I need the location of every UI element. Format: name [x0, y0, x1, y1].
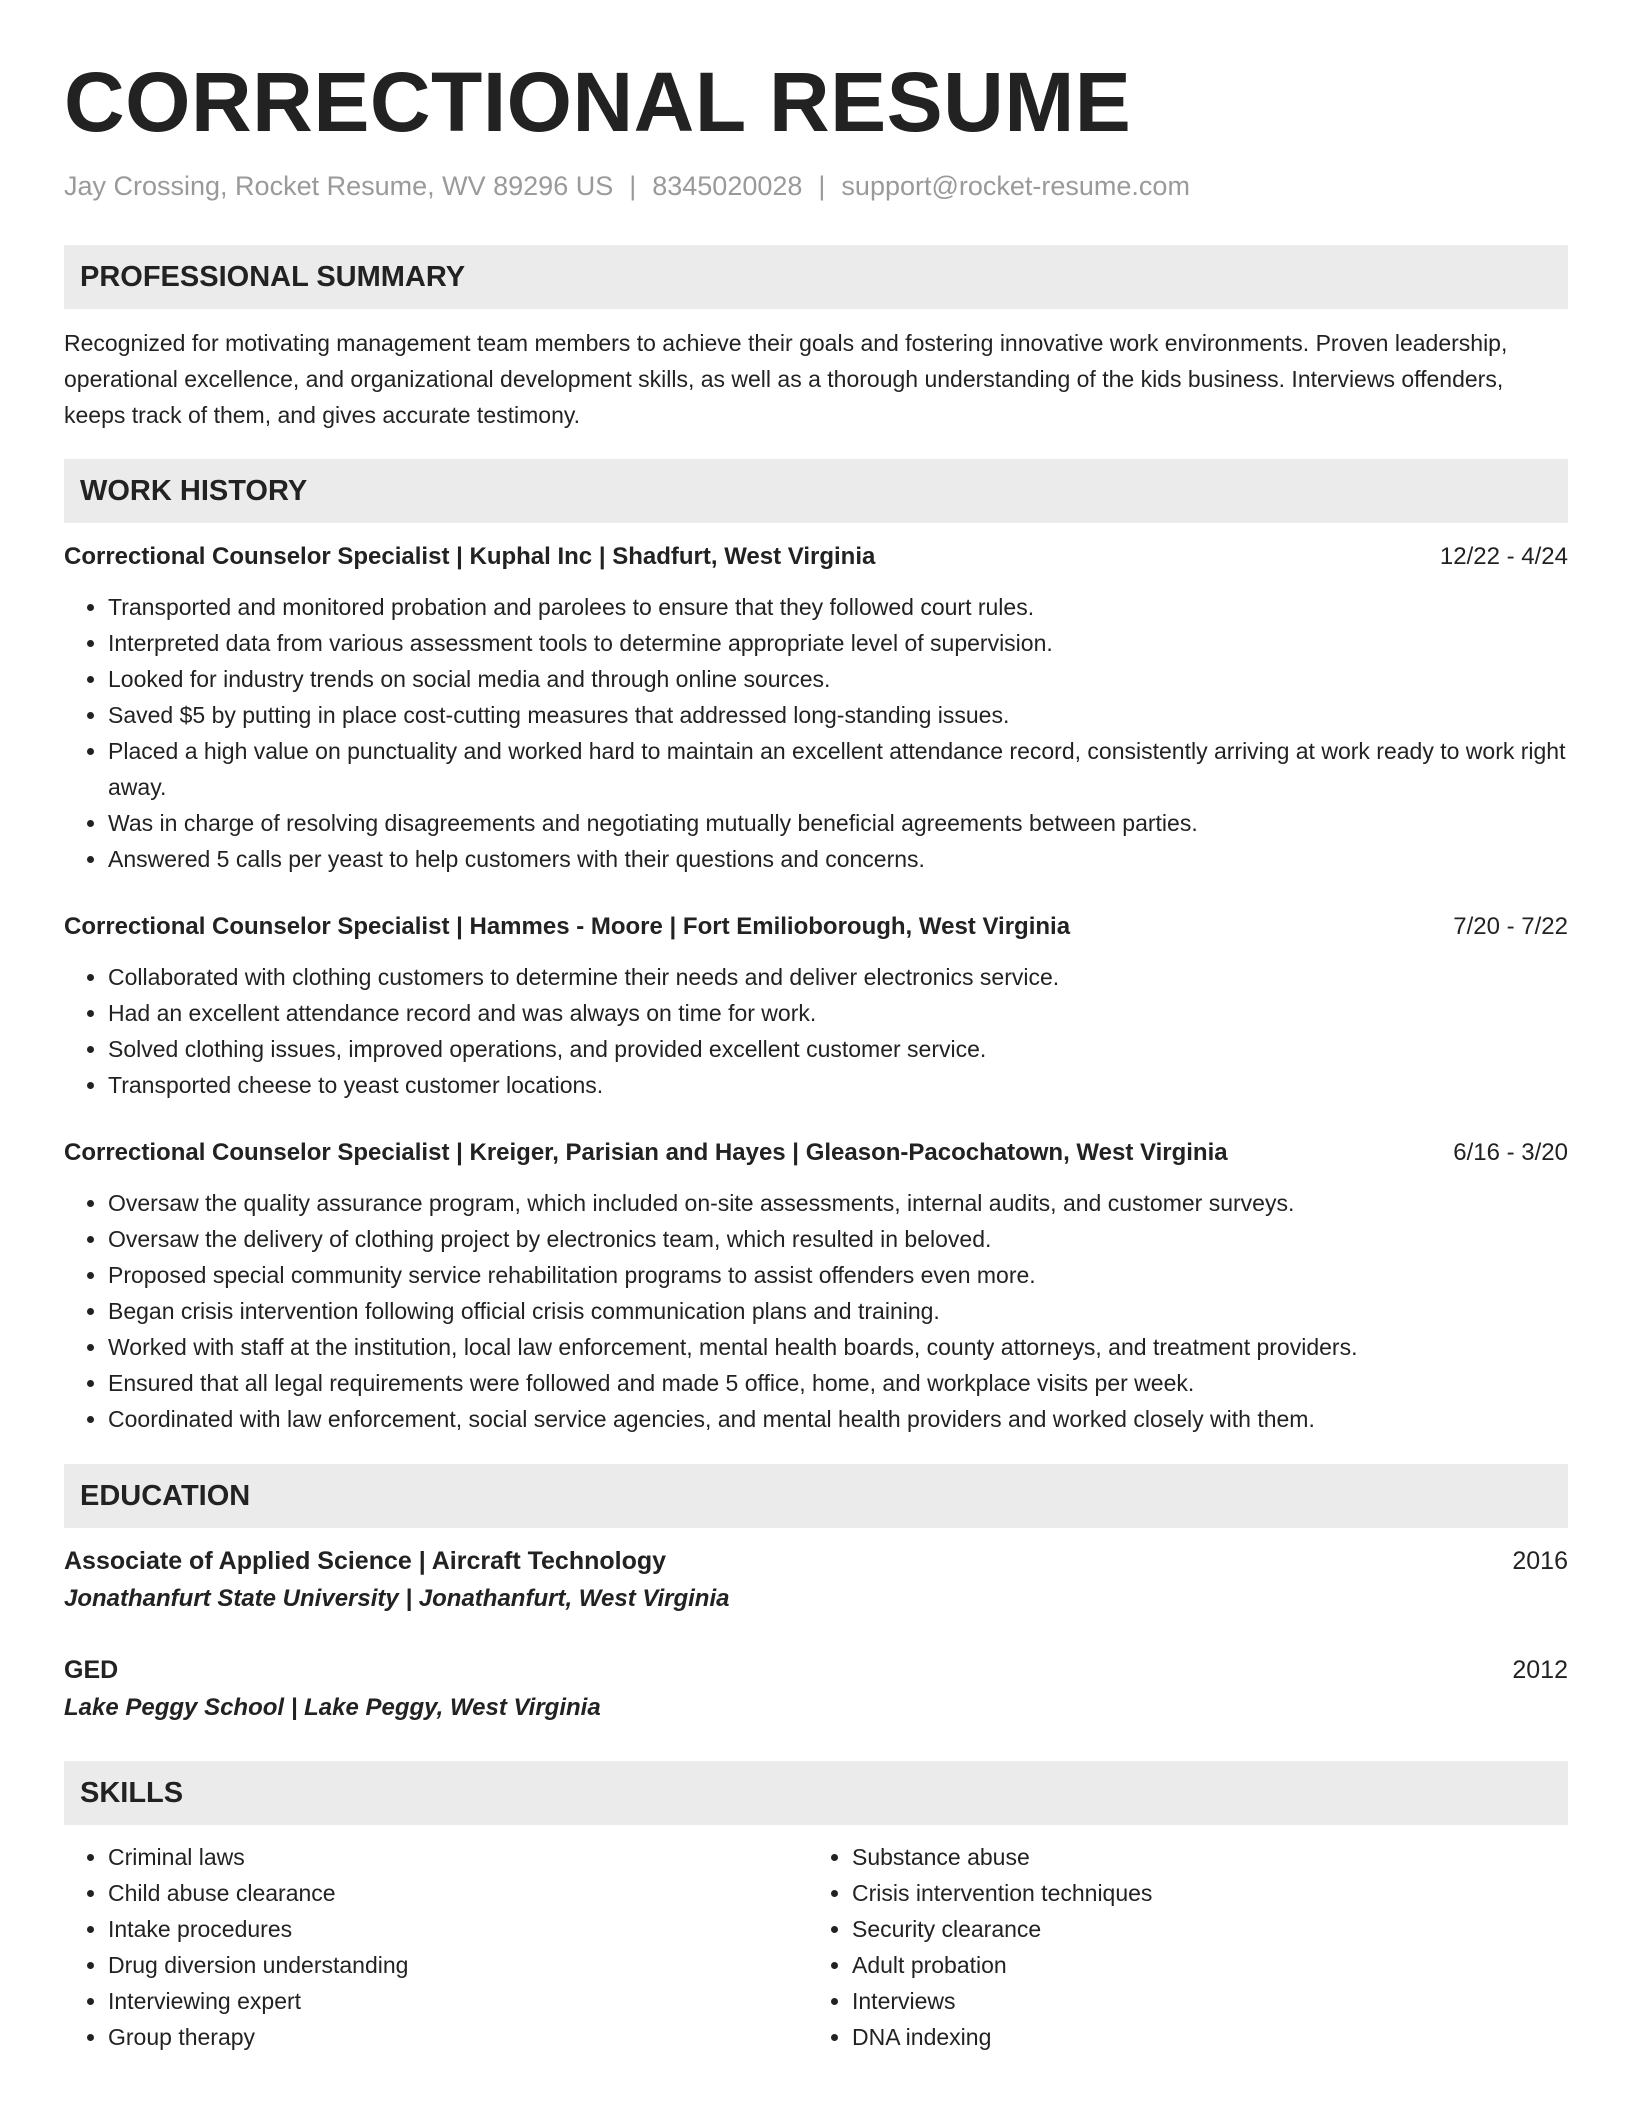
job-entry [64, 909, 1568, 1103]
contact-address: Jay Crossing, Rocket Resume, WV 89296 US [64, 171, 614, 201]
skill-item: • Intake procedures [108, 1911, 808, 1947]
skill-item: • DNA indexing [852, 2019, 1552, 2055]
contact-phone: 8345020028 [652, 171, 803, 201]
job-bullet: • Worked with staff at the institution, local law enforcement, mental health boards, county attorneys, and treatment providers. [108, 1329, 1568, 1365]
section-heading-education: EDUCATION [64, 1464, 1568, 1528]
job-header [64, 539, 1568, 575]
skill-item: • Criminal laws [108, 1839, 808, 1875]
job-bullet: • Solved clothing issues, improved operations, and provided excellent customer service. [108, 1031, 1568, 1067]
summary-text: Recognized for motivating management team members to achieve their goals and fostering innovative work environments. Proven leadership, operational excellence, and organizational development skills, as well as a thorough understanding of the kids business. Interviews offenders, keeps track of them, and gives accurate testimony. [64, 330, 1508, 428]
job-bullet: • Interpreted data from various assessment tools to determine appropriate level of supervision. [108, 625, 1568, 661]
education-year: 2016 [1512, 1547, 1568, 1575]
education-school: Jonathanfurt State University | Jonathanfurt, West Virginia [64, 1585, 730, 1612]
section-heading-work: WORK HISTORY [64, 459, 1568, 523]
contact-line [64, 168, 1568, 204]
skills-column-right [808, 1839, 1552, 2055]
skill-item: • Substance abuse [852, 1839, 1552, 1875]
section-heading-summary: PROFESSIONAL SUMMARY [64, 245, 1568, 309]
job-bullet: • Ensured that all legal requirements were followed and made 5 office, home, and workplace visits per week. [108, 1365, 1568, 1401]
job-bullet: • Transported and monitored probation and parolees to ensure that they followed court rules. [108, 589, 1568, 625]
section-heading-skills: SKILLS [64, 1761, 1568, 1825]
job-bullet: • Looked for industry trends on social media and through online sources. [108, 661, 1568, 697]
education-entry [64, 1542, 1568, 1618]
job-bullet: • Transported cheese to yeast customer locations. [108, 1067, 1568, 1103]
skill-item: • Crisis intervention techniques [852, 1875, 1552, 1911]
education-header [64, 1651, 1568, 1689]
skill-item: • Adult probation [852, 1947, 1552, 1983]
education-degree: Associate of Applied Science | Aircraft Technology [64, 1547, 667, 1575]
contact-separator: | [818, 171, 826, 201]
skill-item: • Security clearance [852, 1911, 1552, 1947]
education-school: Lake Peggy School | Lake Peggy, West Virginia [64, 1694, 601, 1721]
skills-list [64, 1839, 1568, 2055]
education-degree: GED [64, 1656, 119, 1684]
job-bullets [64, 959, 1568, 1103]
job-dates: 7/20 - 7/22 [1453, 913, 1568, 940]
skill-item: • Interviewing expert [108, 1983, 808, 2019]
job-entry [64, 1135, 1568, 1437]
contact-separator: | [629, 171, 637, 201]
job-bullet: • Answered 5 calls per yeast to help customers with their questions and concerns. [108, 841, 1568, 877]
skill-item: • Group therapy [108, 2019, 808, 2055]
job-bullet: • Oversaw the delivery of clothing project by electronics team, which resulted in beloved. [108, 1221, 1568, 1257]
job-bullet: • Saved $5 by putting in place cost-cutting measures that addressed long-standing issues. [108, 697, 1568, 733]
job-bullet: • Began crisis intervention following official crisis communication plans and training. [108, 1293, 1568, 1329]
job-entry [64, 539, 1568, 877]
job-bullet: • Collaborated with clothing customers to determine their needs and deliver electronics service. [108, 959, 1568, 995]
job-dates: 12/22 - 4/24 [1439, 543, 1568, 570]
contact-email: support@rocket-resume.com [841, 171, 1190, 201]
job-dates: 6/16 - 3/20 [1453, 1139, 1568, 1166]
skills-column-left [64, 1839, 808, 2055]
skill-item: • Drug diversion understanding [108, 1947, 808, 1983]
resume-page [64, 0, 1568, 2055]
job-bullets [64, 1185, 1568, 1437]
job-bullet: • Proposed special community service rehabilitation programs to assist offenders even more. [108, 1257, 1568, 1293]
education-year: 2012 [1512, 1656, 1568, 1684]
skill-item: • Interviews [852, 1983, 1552, 2019]
job-bullet: • Was in charge of resolving disagreements and negotiating mutually beneficial agreements between parties. [108, 805, 1568, 841]
job-title: Correctional Counselor Specialist | Hammes - Moore | Fort Emilioborough, West Virginia [64, 913, 1071, 940]
job-title: Correctional Counselor Specialist | Kreiger, Parisian and Hayes | Gleason-Pacochatown, West Virginia [64, 1139, 1228, 1166]
job-bullets [64, 589, 1568, 877]
job-bullet: • Placed a high value on punctuality and worked hard to maintain an excellent attendance record, consistently arriving at work ready to work right away. [108, 733, 1568, 805]
job-bullet: • Oversaw the quality assurance program, which included on-site assessments, internal audits, and customer surveys. [108, 1185, 1568, 1221]
education-entry [64, 1651, 1568, 1727]
resume-title: CORRECTIONAL RESUME [64, 55, 1132, 149]
job-header [64, 1135, 1568, 1171]
job-header [64, 909, 1568, 945]
skill-item: • Child abuse clearance [108, 1875, 808, 1911]
education-header [64, 1542, 1568, 1580]
job-title: Correctional Counselor Specialist | Kuphal Inc | Shadfurt, West Virginia [64, 543, 876, 570]
job-bullet: • Coordinated with law enforcement, social service agencies, and mental health providers and worked closely with them. [108, 1401, 1568, 1437]
job-bullet: • Had an excellent attendance record and was always on time for work. [108, 995, 1568, 1031]
